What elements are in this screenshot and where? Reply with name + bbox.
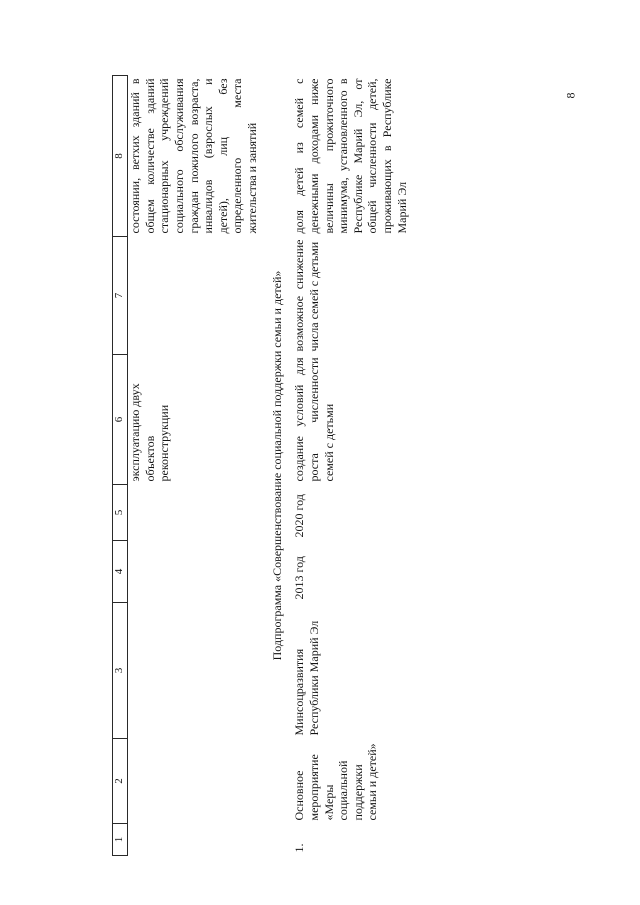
continuation-result-cell: эксплуатацию двух объектов реконструкции	[128, 383, 172, 482]
expected-result: создание условий для роста численности семей с детьми	[292, 357, 336, 482]
rotated-page-content	[112, 76, 582, 856]
column-header-5: 5	[113, 485, 128, 541]
column-header-7: 7	[113, 237, 128, 355]
column-header-6: 6	[113, 355, 128, 485]
responsible-executor: Минсоцразвития Республики Марий Эл	[292, 620, 321, 736]
continuation-row	[128, 76, 260, 856]
column-header-8: 8	[113, 76, 128, 237]
table-row	[292, 76, 409, 856]
end-year: 2020 год	[292, 494, 307, 538]
continuation-indicator-cell: состоянии, ветхих зданий в общем количестве зданий стационарных учреждений социального обслуживания граждан пожилого возраста, инвалидов (взрослых и детей), лиц без определенного места жительства и занятий	[128, 78, 259, 234]
measure-name: Основное мероприятие «Меры социальной поддержки семьи и детей»	[292, 743, 380, 821]
subprogram-row	[260, 76, 293, 856]
column-header-1: 1	[113, 824, 128, 856]
measures-table	[112, 75, 409, 856]
column-header-2: 2	[113, 739, 128, 824]
row-number: 1.	[292, 843, 307, 853]
program-indicator: доля детей из семей с денежными доходами ниже величины прожиточного минимума, установленного в Республике Марий Эл, от общей численности детей, проживающих в Республике Марий Эл	[292, 78, 409, 234]
column-header-4: 4	[113, 541, 128, 603]
column-number-header-row	[113, 76, 128, 856]
non-implementation-consequences: возможное снижение числа семей с детьми	[292, 239, 321, 352]
column-header-3: 3	[113, 603, 128, 739]
start-year: 2013 год	[292, 556, 307, 600]
subprogram-title: Подпрограмма «Совершенствование социальной поддержки семьи и детей»	[269, 270, 284, 661]
page-number: 8	[563, 92, 578, 99]
